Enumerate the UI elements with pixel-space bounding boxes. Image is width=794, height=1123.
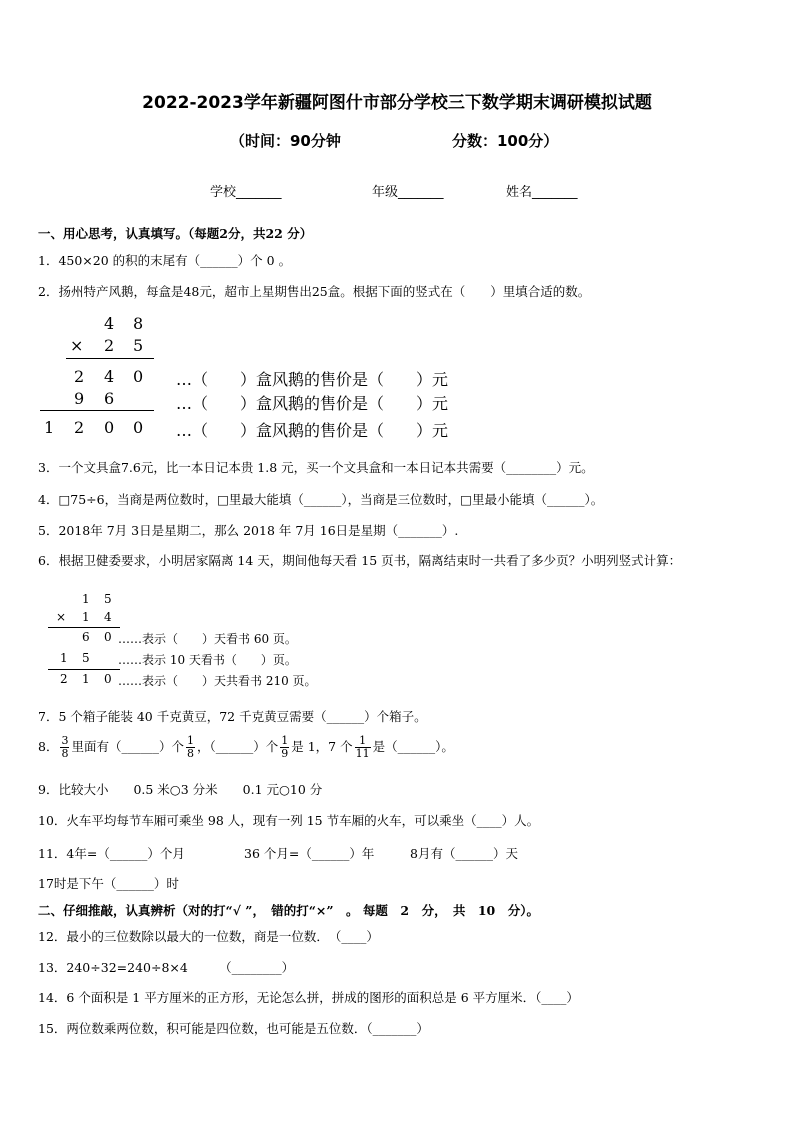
question-12: 12．最小的三位数除以最大的一位数，商是一位数． （____） — [38, 929, 379, 944]
name-field: 姓名_______ — [506, 185, 578, 200]
question-11-part-c: 8月有（______）天 — [410, 846, 518, 861]
fraction — [60, 735, 69, 760]
denominator: 8 — [61, 747, 69, 760]
question-10: 10．火车平均每节车厢可乘坐 98 人，现有一列 15 节车厢的火车，可以乘坐（____）人。 — [38, 813, 540, 828]
question-9: 9．比较大小 0.5 米○3 分米 0.1 元○10 分 — [38, 782, 323, 797]
digit: 4 — [104, 367, 115, 386]
digit: 9 — [74, 389, 85, 408]
annotation: …（ ）盒风鹅的售价是（ ）元 — [176, 370, 449, 389]
fraction — [355, 735, 371, 760]
denominator: 9 — [281, 747, 289, 760]
divider-line — [48, 627, 120, 628]
digit: 2 — [60, 672, 68, 686]
digit: 1 — [82, 592, 90, 606]
question-3: 3．一个文具盒7.6元，比一本日记本贵 1.8 元，买一个文具盒和一本日记本共需要（________）元。 — [38, 460, 594, 475]
denominator: 8 — [186, 747, 194, 760]
annotation: ……表示 10 天看书（ ）页。 — [118, 653, 297, 667]
section-2-heading: 二、仔细推敲，认真辨析（对的打“√ ”， 错的打“×” 。 每题 2 分， 共 10 分）。 — [38, 903, 539, 918]
question-number: 8． — [38, 739, 59, 754]
score-label: 分数：100分） — [452, 132, 559, 150]
annotation: …（ ）盒风鹅的售价是（ ）元 — [176, 394, 449, 413]
question-11-part-d: 17时是下午（______）时 — [38, 876, 179, 891]
digit: 6 — [104, 389, 115, 408]
denominator: 11 — [355, 747, 370, 760]
question-text: ，（______）个 — [196, 739, 279, 754]
question-2: 2．扬州特产风鹅，每盒是48元，超市上星期售出25盒。根据下面的竖式在（ ）里填合适的数。 — [38, 284, 591, 299]
digit: 4 — [104, 314, 115, 333]
digit: 1 — [82, 610, 90, 624]
question-text: 是 1，7 个 — [291, 739, 353, 754]
question-4: 4．□75÷6，当商是两位数时，□里最大能填（______），当商是三位数时，□里最小能填（______）。 — [38, 492, 604, 507]
digit: 2 — [74, 367, 85, 386]
digit: 0 — [133, 367, 144, 386]
digit: 1 — [44, 418, 55, 437]
numerator: 3 — [61, 734, 69, 747]
digit: 1 — [60, 651, 68, 665]
multiply-sign: × — [56, 610, 67, 624]
fraction — [280, 735, 289, 760]
numerator: 1 — [281, 734, 289, 747]
numerator: 1 — [186, 734, 194, 747]
school-field: 学校_______ — [210, 185, 282, 200]
question-5: 5．2018年 7月 3日是星期二，那么 2018 年 7月 16日是星期（_______）. — [38, 523, 459, 538]
annotation: ……表示（ ）天看书 60 页。 — [118, 632, 297, 646]
digit: 0 — [104, 630, 112, 644]
question-14: 14．6 个面积是 1 平方厘米的正方形，无论怎么拼，拼成的图形的面积总是 6 平方厘米．（____） — [38, 990, 579, 1005]
question-8 — [38, 735, 454, 760]
grade-field: 年级_______ — [372, 185, 444, 200]
annotation: …（ ）盒风鹅的售价是（ ）元 — [176, 421, 449, 440]
section-1-heading: 一、用心思考，认真填写。（每题2分，共22 分） — [38, 226, 313, 241]
question-7: 7．5 个箱子能装 40 千克黄豆，72 千克黄豆需要（______）个箱子。 — [38, 709, 427, 724]
divider-line — [66, 358, 154, 359]
multiply-sign: × — [70, 336, 84, 355]
question-15: 15．两位数乘两位数，积可能是四位数，也可能是五位数．（_______） — [38, 1021, 429, 1036]
digit: 2 — [104, 336, 115, 355]
question-text: 里面有（______）个 — [71, 739, 184, 754]
time-label: （时间：90分钟 — [230, 132, 341, 150]
digit: 5 — [104, 592, 112, 606]
digit: 0 — [104, 672, 112, 686]
question-1: 1．450×20 的积的末尾有（______）个 0 。 — [38, 253, 292, 268]
digit: 1 — [82, 672, 90, 686]
divider-line — [48, 669, 120, 670]
digit: 5 — [82, 651, 90, 665]
question-text: 是（______）。 — [372, 739, 454, 754]
digit: 2 — [74, 418, 85, 437]
numerator: 1 — [355, 735, 371, 748]
question-11-part-b: 36 个月=（______）年 — [244, 846, 375, 861]
digit: 8 — [133, 314, 144, 333]
divider-line — [40, 410, 154, 411]
question-6: 6．根据卫健委要求，小明居家隔离 14 天，期间他每天看 15 页书，隔离结束时一共看了多少页？小明列竖式计算： — [38, 553, 682, 568]
question-11-part-a: 11．4年=（______）个月 — [38, 846, 185, 861]
fraction — [186, 735, 195, 760]
digit: 5 — [133, 336, 144, 355]
question-13: 13．240÷32=240÷8×4 （________） — [38, 960, 295, 975]
page-title: 2022-2023学年新疆阿图什市部分学校三下数学期末调研模拟试题 — [142, 93, 652, 113]
digit: 0 — [104, 418, 115, 437]
digit: 0 — [133, 418, 144, 437]
annotation: ……表示（ ）天共看书 210 页。 — [118, 674, 317, 688]
digit: 6 — [82, 630, 90, 644]
digit: 4 — [104, 610, 112, 624]
